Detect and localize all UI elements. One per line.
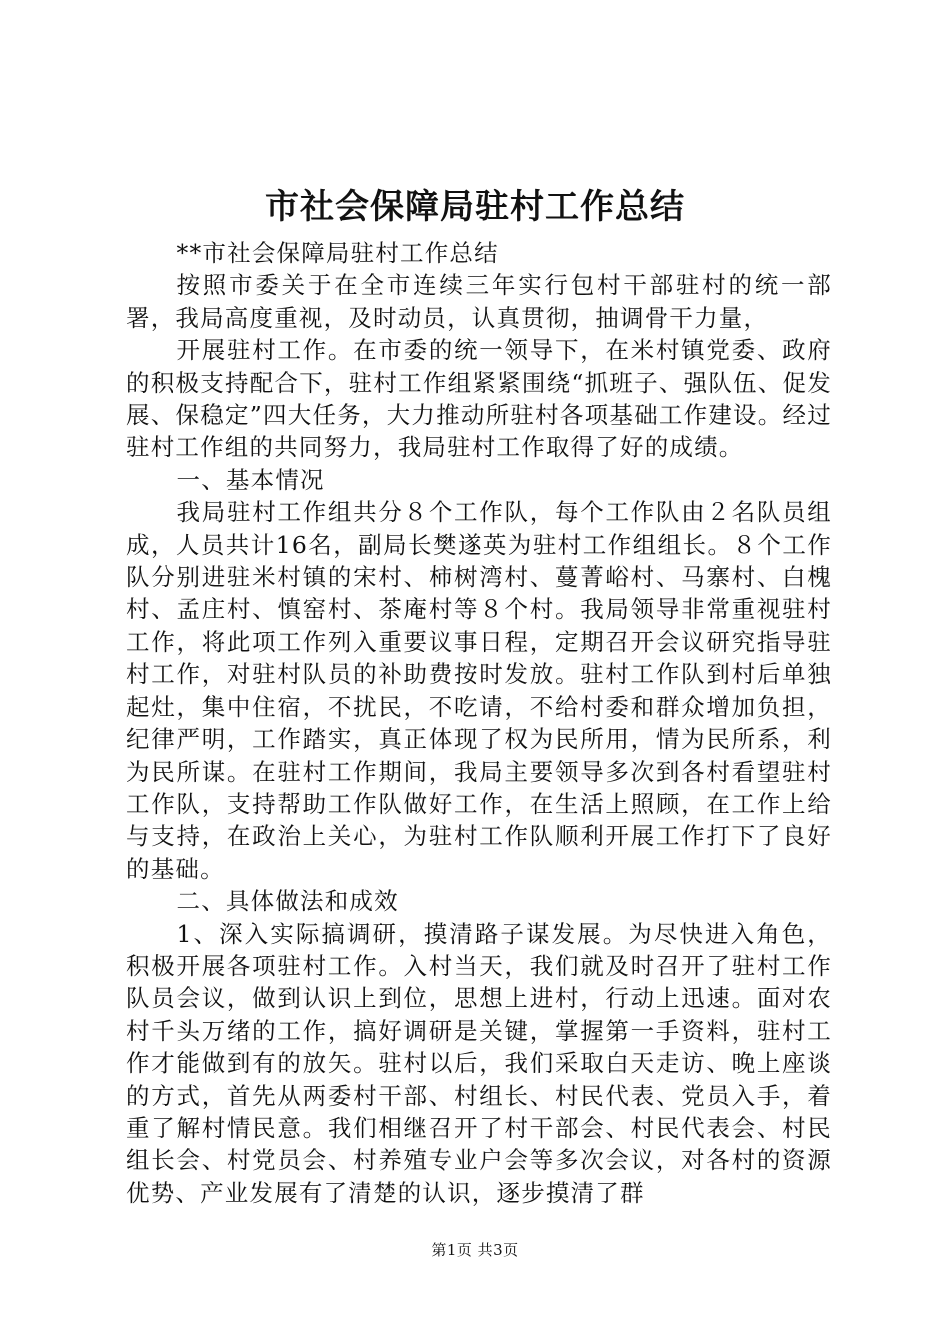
page-footer: 第1页 共3页 bbox=[431, 1241, 519, 1259]
document-title: 市社会保障局驻村工作总结 bbox=[265, 187, 685, 227]
section-heading-basic: 一、基本情况 bbox=[176, 465, 325, 494]
paragraph-intro: 按照市委关于在全市连续三年实行包村干部驻村的统一部署，我局高度重视，及时动员，认真贯彻，抽调骨干力量， bbox=[126, 271, 832, 332]
paragraph-methods-1: 1、深入实际搞调研，摸清路子谋发展。为尽快进入角色，积极开展各项驻村工作。入村当天，我们就及时召开了驻村工作队员会议，做到认识上到位，思想上进村，行动上迅速。面对农村千头万绪的工作，搞好调研是关键，掌握第一手资料，驻村工作才能做到有的放矢。驻村以后，我们采取白天走访、晚上座谈的方式，首先从两委村干部、村组长、村民代表、党员入手，着重了解村情民意。我们相继召开了村干部会、村民代表会、村民组长会、村党员会、村养殖专业户会等多次会议，对各村的资源优势、产业发展有了清楚的认识，逐步摸清了群 bbox=[126, 919, 832, 1207]
document-subtitle: **市社会保障局驻村工作总结 bbox=[176, 239, 499, 267]
document-body bbox=[126, 237, 832, 1209]
paragraph-overview: 开展驻村工作。在市委的统一领导下，在米村镇党委、政府的积极支持配合下，驻村工作组紧紧围绕“抓班子、强队伍、促发展、保稳定”四大任务，大力推动所驻村各项基础工作建设。经过驻村工作组的共同努力，我局驻村工作取得了好的成绩。 bbox=[126, 336, 832, 462]
section-heading-methods: 二、具体做法和成效 bbox=[176, 887, 399, 916]
paragraph-basic-situation: 我局驻村工作组共分８个工作队，每个工作队由２名队员组成，人员共计16名，副局长樊遂英为驻村工作组组长。８个工作队分别进驻米村镇的宋村、柿树湾村、蔓菁峪村、马寨村、白槐村、孟庄村、慎窑村、茶庵村等８个村。我局领导非常重视驻村工作，将此项工作列入重要议事日程，定期召开会议研究指导驻村工作，对驻村队员的补助费按时发放。驻村工作队到村后单独起灶，集中住宿，不扰民，不吃请，不给村委和群众增加负担，纪律严明，工作踏实，真正体现了权为民所用，情为民所系，利为民所谋。在驻村工作期间，我局主要领导多次到各村看望驻村工作队，支持帮助工作队做好工作，在生活上照顾，在工作上给与支持，在政治上关心，为驻村工作队顺利开展工作打下了良好的基础。 bbox=[126, 498, 832, 883]
